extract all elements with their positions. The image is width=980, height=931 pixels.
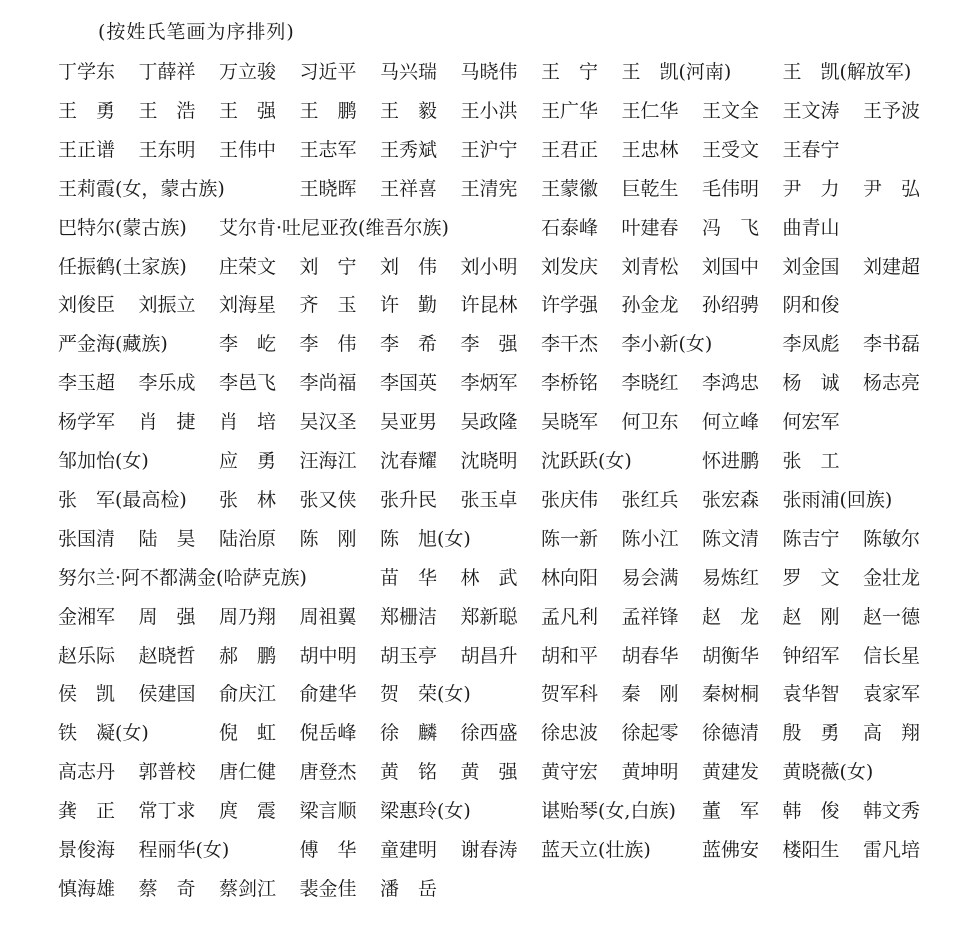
member-name: 徐德清	[702, 722, 760, 745]
member-name: 吴晓军	[541, 411, 599, 434]
name-row	[58, 797, 958, 825]
member-name: 吴亚男	[380, 411, 438, 434]
member-name: 王 强	[219, 99, 277, 122]
name-row	[58, 175, 958, 203]
member-name: 陈 旭(女)	[380, 527, 471, 550]
member-name: 李鸿忠	[702, 372, 760, 395]
member-name: 侯 凯	[58, 683, 116, 706]
member-name: 徐西盛	[460, 722, 518, 745]
member-name: 王志军	[299, 138, 357, 161]
member-name: 韩 俊	[782, 800, 840, 823]
member-name: 李尚福	[299, 372, 357, 395]
member-name: 俞庆江	[219, 683, 277, 706]
member-name: 王伟中	[219, 138, 277, 161]
member-name: 徐 麟	[380, 722, 438, 745]
member-name: 王晓晖	[299, 177, 357, 200]
member-name: 蓝佛安	[702, 839, 760, 861]
member-name: 刘建超	[863, 255, 921, 278]
name-row	[58, 369, 958, 397]
member-name: 易炼红	[702, 566, 760, 589]
member-name: 马晓伟	[460, 61, 518, 83]
member-name: 胡玉亭	[380, 644, 438, 667]
member-name: 邹加怡(女)	[58, 450, 149, 472]
member-name: 胡昌升	[460, 644, 518, 667]
member-name: 孟凡利	[541, 605, 599, 628]
member-name: 徐起零	[621, 722, 679, 745]
member-name: 丁薛祥	[138, 61, 196, 83]
member-name: 梁惠玲(女)	[380, 800, 471, 823]
member-name: 王沪宁	[460, 138, 518, 161]
member-name: 刘国中	[702, 255, 760, 278]
member-name: 秦树桐	[702, 683, 760, 706]
member-name: 尹 弘	[863, 177, 921, 200]
member-name: 黄晓薇(女)	[782, 761, 874, 784]
member-name: 王予波	[863, 99, 921, 122]
member-name: 徐忠波	[541, 722, 599, 745]
member-name: 王小洪	[460, 99, 518, 122]
member-name: 李晓红	[621, 372, 679, 395]
member-name: 肖 培	[219, 411, 277, 434]
member-name: 陈敏尔	[863, 527, 921, 550]
member-name: 刘振立	[138, 294, 196, 317]
name-row	[58, 408, 958, 436]
member-name: 铁 凝(女)	[58, 722, 149, 745]
member-name: 吴政隆	[460, 411, 518, 434]
member-name: 王 宁	[541, 61, 599, 83]
member-name: 周乃翔	[219, 605, 277, 628]
member-name: 张升民	[380, 488, 438, 511]
name-row	[58, 291, 958, 319]
member-name: 王 鹏	[299, 99, 357, 122]
member-name: 李桥铭	[541, 372, 599, 395]
member-name: 潘 岳	[380, 877, 438, 900]
member-name: 贺 荣(女)	[380, 683, 471, 706]
member-name: 倪 虹	[219, 722, 277, 745]
member-name: 万立骏	[219, 61, 277, 83]
member-name: 李乐成	[138, 372, 196, 395]
member-name: 俞建华	[299, 683, 357, 706]
member-name: 刘小明	[460, 255, 518, 278]
member-name: 王正谱	[58, 138, 116, 161]
name-row	[58, 486, 958, 514]
member-name: 郝 鹏	[219, 644, 277, 667]
member-name: 陈 刚	[299, 527, 357, 550]
member-name: 陈小江	[621, 527, 679, 550]
member-name: 王文全	[702, 99, 760, 122]
member-name: 张玉卓	[460, 488, 518, 511]
member-name: 赵一德	[863, 605, 921, 628]
member-name: 张雨浦(回族)	[782, 488, 893, 511]
member-name: 梁言顺	[299, 800, 357, 823]
member-name: 陆治原	[219, 527, 277, 550]
member-name: 何立峰	[702, 411, 760, 434]
member-name: 李国英	[380, 372, 438, 395]
member-name: 唐仁健	[219, 761, 277, 784]
member-name: 曲青山	[782, 216, 840, 239]
member-name: 王春宁	[782, 138, 840, 161]
member-name: 黄坤明	[621, 761, 679, 784]
member-name: 何宏军	[782, 411, 840, 434]
member-name: 李书磊	[863, 333, 921, 356]
member-name: 丁学东	[58, 61, 116, 83]
member-name: 刘 伟	[380, 255, 438, 278]
member-name: 周祖翼	[299, 605, 357, 628]
member-name: 李 希	[380, 333, 438, 356]
member-name: 张 军(最高检)	[58, 488, 187, 511]
member-name: 常丁求	[138, 800, 196, 823]
member-name: 刘俊臣	[58, 294, 116, 317]
member-name: 陈吉宁	[782, 527, 840, 550]
member-name: 毛伟明	[702, 177, 760, 200]
name-row	[58, 97, 958, 125]
member-name: 沈晓明	[460, 450, 518, 472]
name-row	[58, 758, 958, 786]
member-name: 阴和俊	[782, 294, 840, 317]
member-name: 信长星	[863, 644, 921, 667]
member-name: 王 凯(解放军)	[782, 61, 912, 83]
name-row	[58, 836, 958, 864]
member-name: 张国清	[58, 527, 116, 550]
member-name: 李玉超	[58, 372, 116, 395]
member-name: 王广华	[541, 99, 599, 122]
member-name: 李凤彪	[782, 333, 840, 356]
member-name: 景俊海	[58, 839, 116, 861]
member-name: 肖 捷	[138, 411, 196, 434]
member-name: 赵 龙	[702, 605, 760, 628]
member-name: 黄 强	[460, 761, 518, 784]
ordering-note: (按姓氏笔画为序排列)	[98, 21, 295, 43]
member-name: 裴金佳	[299, 877, 357, 900]
member-name: 陆 昊	[138, 527, 196, 550]
member-name: 庄荣文	[219, 255, 277, 278]
member-name: 殷 勇	[782, 722, 840, 745]
member-name: 慎海雄	[58, 877, 116, 900]
member-name: 胡春华	[621, 644, 679, 667]
member-name: 叶建春	[621, 216, 679, 239]
member-name: 郑新聪	[460, 605, 518, 628]
name-row	[58, 564, 958, 592]
member-name: 高志丹	[58, 761, 116, 784]
member-name: 许昆林	[460, 294, 518, 317]
member-name: 齐 玉	[299, 294, 357, 317]
member-name: 孟祥锋	[621, 605, 679, 628]
member-name: 蔡剑江	[219, 877, 277, 900]
member-name: 王祥喜	[380, 177, 438, 200]
member-name: 蔡 奇	[138, 877, 196, 900]
name-row	[58, 642, 958, 670]
member-name: 倪岳峰	[299, 722, 357, 745]
member-name: 李小新(女)	[621, 333, 713, 356]
member-name: 马兴瑞	[380, 61, 438, 83]
member-name: 贺军科	[541, 683, 599, 706]
member-name: 王秀斌	[380, 138, 438, 161]
member-name: 金壮龙	[863, 566, 921, 589]
member-name: 王清宪	[460, 177, 518, 200]
member-name: 李邑飞	[219, 372, 277, 395]
member-name: 庹 震	[219, 800, 277, 823]
member-name: 习近平	[299, 61, 357, 83]
member-name: 孙绍骋	[702, 294, 760, 317]
member-name: 李干杰	[541, 333, 599, 356]
member-name: 袁华智	[782, 683, 840, 706]
member-name: 杨志亮	[863, 372, 921, 395]
name-row	[58, 525, 958, 553]
member-name: 巴特尔(蒙古族)	[58, 216, 187, 239]
member-name: 郑栅洁	[380, 605, 438, 628]
member-name: 张 林	[219, 488, 277, 511]
member-name: 应 勇	[219, 450, 277, 472]
member-name: 金湘军	[58, 605, 116, 628]
member-name: 刘发庆	[541, 255, 599, 278]
member-name: 赵 刚	[782, 605, 840, 628]
member-name: 赵乐际	[58, 644, 116, 667]
member-name: 刘青松	[621, 255, 679, 278]
member-name: 胡衡华	[702, 644, 760, 667]
member-name: 张红兵	[621, 488, 679, 511]
member-name: 李 伟	[299, 333, 357, 356]
member-name: 童建明	[380, 839, 438, 861]
member-name: 严金海(藏族)	[58, 333, 168, 356]
name-row	[58, 136, 958, 164]
member-name: 王受文	[702, 138, 760, 161]
member-name: 周 强	[138, 605, 196, 628]
member-name: 杨学军	[58, 411, 116, 434]
member-name: 许 勤	[380, 294, 438, 317]
member-name: 唐登杰	[299, 761, 357, 784]
member-name: 张庆伟	[541, 488, 599, 511]
member-name: 艾尔肯·吐尼亚孜(维吾尔族)	[219, 216, 449, 239]
member-name: 许学强	[541, 294, 599, 317]
member-name: 王莉霞(女，蒙古族)	[58, 177, 225, 200]
member-name: 巨乾生	[621, 177, 679, 200]
member-name: 王君正	[541, 138, 599, 161]
member-name: 楼阳生	[782, 839, 840, 861]
member-name: 谌贻琴(女,白族)	[541, 800, 676, 823]
member-name: 黄守宏	[541, 761, 599, 784]
member-name: 王 勇	[58, 99, 116, 122]
name-row	[58, 253, 958, 281]
member-name: 尹 力	[782, 177, 840, 200]
member-name: 杨 诚	[782, 372, 840, 395]
member-name: 郭普校	[138, 761, 196, 784]
member-name: 李炳军	[460, 372, 518, 395]
member-name: 刘 宁	[299, 255, 357, 278]
member-name: 高 翔	[863, 722, 921, 745]
member-name: 王忠林	[621, 138, 679, 161]
name-row	[58, 603, 958, 631]
member-name: 沈春耀	[380, 450, 438, 472]
member-name: 王东明	[138, 138, 196, 161]
member-name: 石泰峰	[541, 216, 599, 239]
name-row	[58, 58, 958, 86]
member-name: 袁家军	[863, 683, 921, 706]
member-name: 胡和平	[541, 644, 599, 667]
member-name: 张又侠	[299, 488, 357, 511]
member-name: 刘金国	[782, 255, 840, 278]
member-name: 钟绍军	[782, 644, 840, 667]
member-name: 谢春涛	[460, 839, 518, 861]
member-name: 吴汉圣	[299, 411, 357, 434]
name-row	[58, 447, 958, 475]
name-row	[58, 214, 958, 242]
name-row	[58, 330, 958, 358]
member-name: 韩文秀	[863, 800, 921, 823]
member-name: 黄建发	[702, 761, 760, 784]
member-name: 王 凯(河南)	[621, 61, 732, 83]
member-name: 蓝天立(壮族)	[541, 839, 651, 861]
member-name: 胡中明	[299, 644, 357, 667]
member-name: 努尔兰·阿不都满金(哈萨克族)	[58, 566, 307, 589]
member-name: 陈一新	[541, 527, 599, 550]
name-row	[58, 719, 958, 747]
member-name: 张宏森	[702, 488, 760, 511]
member-name: 黄 铭	[380, 761, 438, 784]
name-row	[58, 875, 958, 903]
member-name: 怀进鹏	[702, 450, 760, 472]
member-name: 赵晓哲	[138, 644, 196, 667]
member-name: 任振鹤(土家族)	[58, 255, 187, 278]
member-name: 侯建国	[138, 683, 196, 706]
member-name: 傅 华	[299, 839, 357, 861]
member-name: 雷凡培	[863, 839, 921, 861]
member-name: 刘海星	[219, 294, 277, 317]
member-name: 王文涛	[782, 99, 840, 122]
member-name: 林 武	[460, 566, 518, 589]
member-name: 李 强	[460, 333, 518, 356]
name-row	[58, 680, 958, 708]
member-name: 王仁华	[621, 99, 679, 122]
member-name: 龚 正	[58, 800, 116, 823]
member-name: 王 毅	[380, 99, 438, 122]
member-name: 冯 飞	[702, 216, 760, 239]
member-name: 王 浩	[138, 99, 196, 122]
member-name: 程丽华(女)	[138, 839, 230, 861]
member-name: 何卫东	[621, 411, 679, 434]
member-name: 苗 华	[380, 566, 438, 589]
member-name: 秦 刚	[621, 683, 679, 706]
member-name: 罗 文	[782, 566, 840, 589]
member-name: 易会满	[621, 566, 679, 589]
member-name: 汪海江	[299, 450, 357, 472]
member-name: 张 工	[782, 450, 840, 472]
member-name: 沈跃跃(女)	[541, 450, 632, 472]
member-name: 李 屹	[219, 333, 277, 356]
member-name: 陈文清	[702, 527, 760, 550]
member-name: 林向阳	[541, 566, 599, 589]
member-name: 王蒙徽	[541, 177, 599, 200]
member-name: 董 军	[702, 800, 760, 823]
member-name: 孙金龙	[621, 294, 679, 317]
